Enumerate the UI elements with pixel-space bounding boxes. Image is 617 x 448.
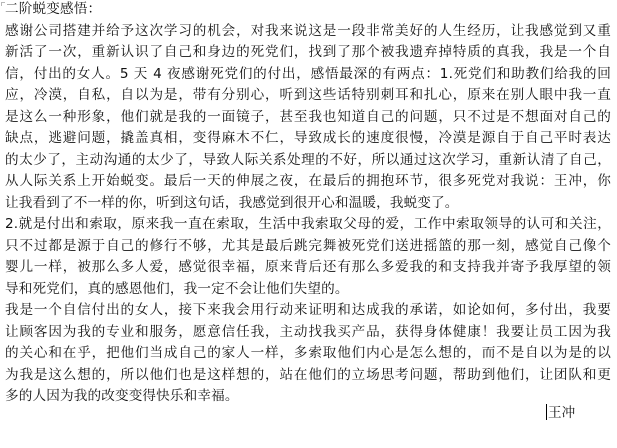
paragraph-line: 的太少了，主动沟通的太少了，导致人际关系处理的不好，所以通过这次学习，重新认清了自己， bbox=[5, 152, 611, 168]
paragraph-line: 新活了一次，重新认识了自己和身边的死党们，找到了那个被我遗弃掉特质的真我，我是一个自 bbox=[5, 44, 611, 60]
paragraph-line: 感谢公司搭建并给予这次学习的机会，对我来说这是一段非常美好的人生经历，让我感觉到又重 bbox=[5, 23, 611, 39]
paragraph-line: 缺点，逃避问题，撬盖真相，变得麻木不仁，导致成长的速度很慢，冷漠是源自于自己平时表达 bbox=[5, 130, 611, 146]
heading-line: 二阶蜕变感悟： bbox=[5, 1, 102, 17]
paragraph-line: 应，冷漠，自私，自以为是，带有分别心，听到这些话特别刺耳和扎心，原来在别人眼中我一直 bbox=[5, 87, 611, 103]
paragraph-line: 让顾客因为我的专业和服务，愿意信任我，主动找我买产品，获得身体健康！我要让员工因为我 bbox=[5, 324, 611, 340]
paragraph-line: 从人际关系上开始蜕变。最后一天的伸展之夜，在最后的拥抱环节，很多死党对我说：王冲，你 bbox=[5, 173, 611, 189]
paragraph-line: 为我是这么想的，所以他们也是这样想的，站在他们的立场思考问题，帮助到他们，让团队和更 bbox=[5, 367, 611, 383]
paragraph-line: 只不过都是源于自己的修行不够，尤其是最后跳完舞被死党们送进摇篮的那一刻，感觉自己像个 bbox=[5, 238, 611, 254]
paragraph-line: 信，付出的女人。5 天 4 夜感谢死党们的付出，感悟最深的有两点：1.死党们和助教们给我的回 bbox=[5, 66, 611, 82]
paragraph-line: 婴儿一样，被那么多人爱，感觉很幸福，原来背后还有那么多爱我的和支持我并寄予我厚望的领 bbox=[5, 259, 611, 275]
paragraph-line: 导和死党们，真的感恩他们，我一定不会让他们失望的。 bbox=[5, 281, 349, 297]
paragraph-line: 是这么一种形象，他们就是我的一面镜子，甚至我也知道自己的问题，只不过是不想面对自己的 bbox=[5, 109, 611, 125]
paragraph-line: 的关心和在乎，把他们当成自己的家人一样，多索取他们内心是怎么想的，而不是自以为是的以 bbox=[5, 345, 611, 361]
paragraph-line: 我是一个自信付出的女人，接下来我会用行动来证明和达成我的承诺，如论如何，多付出，我要 bbox=[5, 302, 611, 318]
paragraph-line: 让我看到了不一样的你，听到这句话，我感觉到很开心和温暖，我蜕变了。 bbox=[5, 195, 459, 211]
signature-text: 王冲 bbox=[548, 405, 576, 421]
signature-line[interactable] bbox=[546, 404, 575, 422]
paragraph-line: 2.就是付出和索取，原来我一直在索取，生活中我索取父母的爱，工作中索取领导的认可和关注， bbox=[5, 216, 611, 232]
text-cursor bbox=[546, 404, 547, 420]
paragraph-line: 多的人因为我的改变变得快乐和幸福。 bbox=[5, 388, 239, 404]
